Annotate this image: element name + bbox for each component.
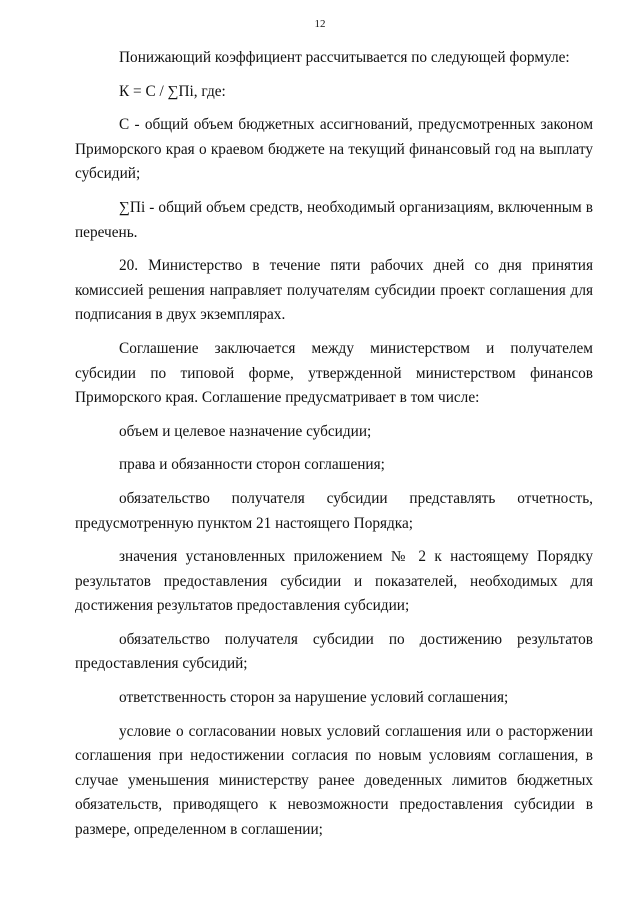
document-body — [75, 46, 593, 843]
list-item-results-obligation: обязательство получателя субсидии по достижению результатов предоставления субсидий; — [75, 630, 593, 673]
paragraph-sum-definition: ∑Пi - общий объем средств, необходимый организациям, включенным в перечень. — [75, 198, 593, 241]
list-item-reporting: обязательство получателя субсидии представлять отчетность, предусмотренную пунктом 21 настоящего Порядка; — [75, 489, 593, 532]
paragraph-formula-intro: Понижающий коэффициент рассчитывается по следующей формуле: — [119, 49, 570, 66]
list-item-rights: права и обязанности сторон соглашения; — [119, 456, 385, 474]
page-number: 12 — [314, 18, 326, 30]
paragraph-agreement: Соглашение заключается между министерством и получателем субсидии по типовой форме, утвержденной министерством финансов Приморского края. Соглашение предусматривает в том числе: — [75, 339, 593, 407]
paragraph-item-20: 20. Министерство в течение пяти рабочих дней со дня принятия комиссией решения направляет получателям субсидии проект соглашения для подписания в двух экземплярах. — [75, 257, 593, 324]
list-item-new-conditions: условие о согласовании новых условий соглашения или о расторжении соглашения при недостижении согласия по новым условиям соглашения, в случае уменьшения министерству ранее доведенных лимитов бюджетных обязательств, приводящего к невозможности предоставления субсидии в размере, определенном в соглашении; — [75, 722, 593, 839]
list-item-results-values: значения установленных приложением № 2 к настоящему Порядку результатов предоставления субсидии и показателей, необходимых для достижения результатов предоставления субсидии; — [75, 548, 593, 615]
list-item-liability: ответственность сторон за нарушение условий соглашения; — [119, 689, 509, 707]
paragraph-c-definition: С - общий объем бюджетных ассигнований, предусмотренных законом Приморского края о краевом бюджете на текущий финансовый год на выплату субсидий; — [75, 116, 593, 183]
list-item-purpose: объем и целевое назначение субсидии; — [119, 422, 372, 440]
paragraph-formula: К = С / ∑Пi, где: — [119, 82, 226, 100]
